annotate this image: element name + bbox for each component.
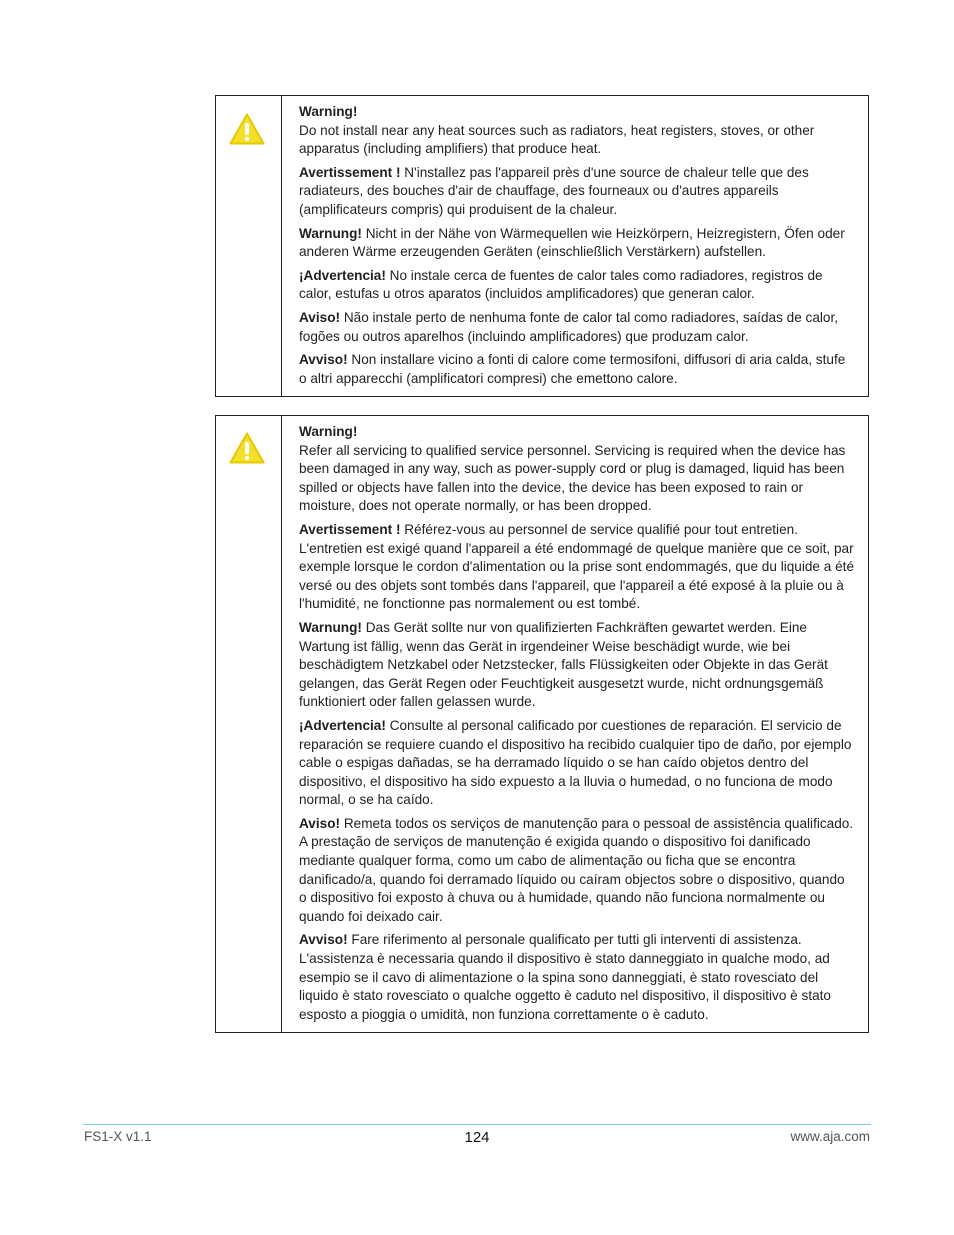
- warning-paragraph-es: [299, 267, 854, 304]
- icon-column: [216, 416, 282, 1032]
- paragraph-lead: ¡Advertencia!: [299, 267, 386, 283]
- warning-paragraph-en: [299, 442, 854, 516]
- paragraph-text: Das Gerät sollte nur von qualifizierten Fachkräften gewartet werden. Eine Wartung ist fällig, wenn das Gerät in irgendeiner Weise beschädigt wurde, wie bei beschädigtem Netzkabel oder Netzstecker, falls Flüssigkeiten oder Objekte in das Gerät gelangen, das Gerät Regen oder Feuchtigkeit ausgesetzt wurde, nicht ordnungsgemäß funktioniert oder fallen gelassen wurde.: [299, 619, 828, 710]
- paragraph-text: Référez-vous au personnel de service qualifié pour tout entretien. L'entretien est exigé quand l'appareil a été endommagé de quelque manière que ce soit, par exemple lorsque le cordon d'alimentation ou la prise sont endommagés, que du liquide a été versé ou des objets sont tombés dans l'appareil, que l'appareil a été exposé à la pluie ou à l'humidité, ne fonctionne pas normalement ou est tombé.: [299, 521, 855, 612]
- icon-column: [216, 96, 282, 396]
- warning-text: [282, 96, 868, 396]
- warning-paragraph-fr: [299, 164, 854, 220]
- warning-text: [282, 416, 868, 1032]
- paragraph-text: Remeta todos os serviços de manutenção para o pessoal de assistência qualificado. A prestação de serviços de manutenção é exigida quando o dispositivo foi danificado mediante qualquer forma, como um cabo de alimentação ou ficha que se encontra danificado/a, quando foi derramado líquido ou caíram objectos sobre o dispositivo, quando o dispositivo foi exposto à chuva ou à humidade, quando não funciona normalmente ou quando foi deixado cair.: [299, 815, 854, 924]
- warning-paragraph-en: [299, 122, 854, 159]
- paragraph-lead: ¡Advertencia!: [299, 717, 386, 733]
- paragraph-text: N'installez pas l'appareil près d'une source de chaleur telle que des radiateurs, des bouches d'air de chauffage, des fourneaux ou d'autres appareils (amplificateurs compris) qui produisent de la chaleur.: [299, 164, 809, 217]
- footer-rule: [83, 1124, 871, 1125]
- paragraph-text: Non installare vicino a fonti di calore come termosifoni, diffusori di aria calda, stufe o altri apparecchi (amplificatori compresi) che emettono calore.: [299, 352, 846, 386]
- warning-paragraph-pt: [299, 815, 854, 927]
- paragraph-lead: Aviso!: [299, 309, 341, 325]
- paragraph-lead: Warnung!: [299, 225, 362, 241]
- paragraph-lead: Avertissement !: [299, 521, 401, 537]
- warning-paragraph-it: [299, 351, 854, 388]
- warning-triangle-icon: [229, 113, 265, 145]
- paragraph-text: Consulte al personal calificado por cuestiones de reparación. El servicio de reparación se requiere cuando el dispositivo ha recibido cualquier tipo de daño, por ejemplo cable o espigas dañadas, se ha derramado líquido o se han caído objetos dentro del dispositivo, el dispositivo ha sido expuesto a la lluvia o humedad, o no funciona de modo normal, o se ha caído.: [299, 717, 852, 808]
- paragraph-text: Do not install near any heat sources such as radiators, heat registers, stoves, or other apparatus (including amplifiers) that produce heat.: [299, 122, 815, 157]
- warning-paragraph-de: [299, 619, 854, 712]
- paragraph-text: Refer all servicing to qualified service personnel. Servicing is required when the device has been damaged in any way, such as power-supply cord or plug is damaged, liquid has been spilled or objects have fallen into the device, the device has been exposed to rain or moisture, does not operate normally, or has been dropped.: [299, 442, 846, 514]
- paragraph-text: No instale cerca de fuentes de calor tales como radiadores, registros de calor, estufas u otros aparatos (incluidos amplificadores) que generan calor.: [299, 267, 823, 302]
- paragraph-lead: Avviso!: [299, 352, 348, 368]
- warning-box-servicing: [215, 415, 869, 1033]
- paragraph-lead: Avviso!: [299, 932, 348, 948]
- paragraph-lead: Avertissement !: [299, 164, 401, 180]
- warning-paragraph-pt: [299, 309, 854, 346]
- warning-paragraph-de: [299, 225, 854, 262]
- paragraph-lead: Warnung!: [299, 619, 362, 635]
- warning-triangle-icon: [229, 432, 265, 464]
- paragraph-text: Nicht in der Nähe von Wärmequellen wie Heizkörpern, Heizregistern, Öfen oder anderen Wärme erzeugenden Geräten (einschließlich Verstärkern) aufstellen.: [299, 225, 845, 260]
- warning-paragraph-it: [299, 931, 854, 1024]
- footer-page-number: 124: [464, 1129, 490, 1146]
- warning-box-heat: [215, 95, 869, 397]
- paragraph-text: Fare riferimento al personale qualificato per tutti gli interventi di assistenza. L'assistenza è necessaria quando il dispositivo è stato danneggiato in qualche modo, ad esempio se il cavo di alimentazione o la spina sono danneggiati, è stato rovesciato del liquido è stato rovesciato o qualche oggetto è caduto nel dispositivo, il dispositivo è stato esposto a pioggia o umidità, non funziona correttamente o è caduto.: [299, 932, 831, 1022]
- warning-paragraph-es: [299, 717, 854, 810]
- footer-doc-version: FS1-X v1.1: [84, 1129, 152, 1144]
- paragraph-text: Não instale perto de nenhuma fonte de calor tal como radiadores, saídas de calor, fogões ou outros aparelhos (incluindo amplificadores) que produzam calor.: [299, 309, 839, 344]
- warning-paragraph-fr: [299, 521, 854, 614]
- footer-website-link[interactable]: www.aja.com: [790, 1129, 870, 1144]
- warning-heading: Warning!: [299, 104, 358, 119]
- warning-heading: Warning!: [299, 424, 358, 439]
- paragraph-lead: Aviso!: [299, 815, 341, 831]
